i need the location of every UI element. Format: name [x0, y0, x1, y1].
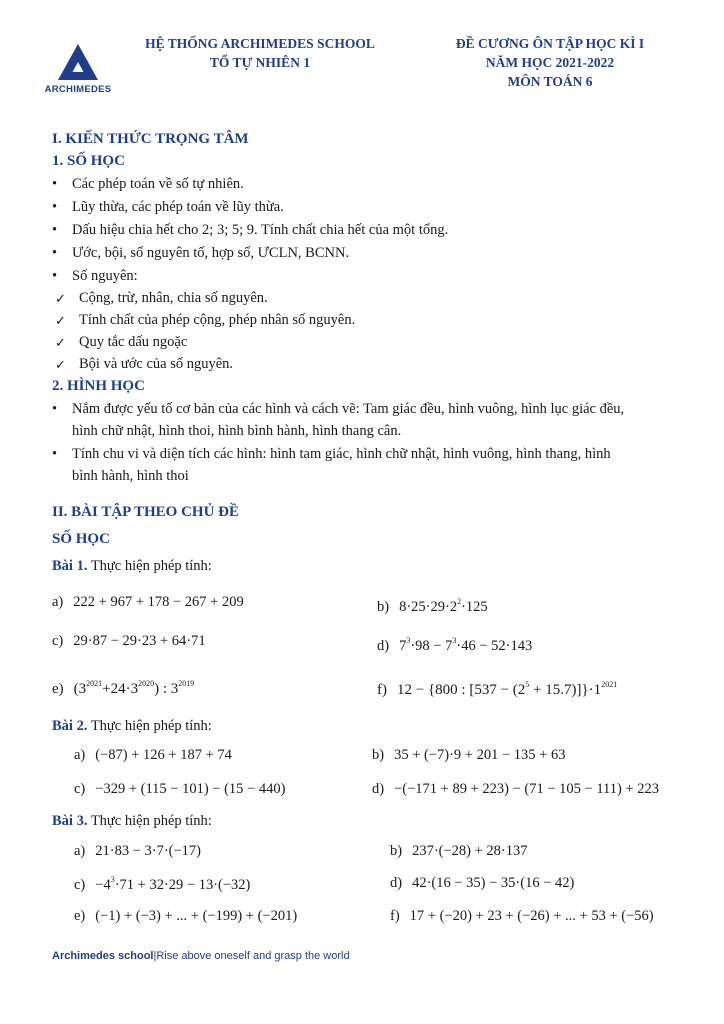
exercise-2-heading: [52, 718, 212, 735]
exercise-2c: c) −329 + (115 − 101) − (15 − 440): [74, 781, 286, 797]
exercise-1d: d) $7^3\cdot 98 - 7^3\cdot 46 - 52\cdot 143$: [377, 636, 533, 654]
checkmark-icon: ✓: [55, 313, 66, 328]
footer-school: Archimedes school: [52, 950, 154, 962]
exercise-1c: c) 29·87 − 29·23 + 64·71: [52, 633, 206, 649]
exercise-1-label: Bài 1.: [52, 558, 88, 574]
bullet-icon: •: [52, 176, 58, 192]
bullet-icon: •: [52, 446, 58, 462]
archimedes-logo: [38, 42, 118, 98]
checkmark-icon: ✓: [55, 291, 66, 306]
list-item: Nắm được yếu tố cơ bản của các hình và cách vẽ: Tam giác đều, hình vuông, hình lục giác đều,: [72, 401, 625, 417]
exercise-1b: b) $8\cdot 25\cdot 29\cdot 2^2\cdot 125$: [377, 597, 488, 615]
list-item-continuation: bình hành, hình thoi: [72, 468, 189, 484]
page-footer: [52, 950, 350, 962]
exercise-1-heading: [52, 558, 212, 575]
list-item: Tính chất của phép cộng, phép nhân số nguyên.: [79, 312, 356, 328]
section-title-exercises: II. BÀI TẬP THEO CHỦ ĐỀ: [52, 504, 239, 520]
header-school: [120, 34, 400, 72]
exercise-3a: a) 21·83 − 3·7·(−17): [74, 843, 202, 859]
list-item: Các phép toán về số tự nhiên.: [72, 176, 244, 192]
exercise-2b: b) 35 + (−7)·9 + 201 − 135 + 63: [372, 747, 566, 763]
exercise-2a: a) (−87) + 126 + 187 + 74: [74, 747, 232, 763]
logo-text: ARCHIMEDES: [44, 84, 112, 95]
exercise-3c: $c) -4^3\cdot 71 + 32\cdot 29 - 13\cdot(-32)$: [74, 875, 251, 893]
checkmark-icon: ✓: [55, 335, 66, 350]
exercise-1a: a) 222 + 967 + 178 − 267 + 209: [52, 594, 244, 610]
exercise-1f: f) 12 − {800 : $[537 - (2^5 + 15.7)]\}\cdot 1^{2021}$: [377, 680, 618, 698]
exercise-3e: e) (−1) + (−3) + ... + (−199) + (−201): [74, 908, 298, 924]
exercise-3d: d) 42·(16 − 35) − 35·(16 − 42): [390, 875, 575, 891]
list-item: Số nguyên:: [72, 268, 138, 284]
header-department: TỔ TỰ NHIÊN 1: [209, 55, 311, 70]
exercise-2d: d) −(−171 + 89 + 223) − (71 − 105 − 111) + 223: [372, 781, 660, 797]
list-item: Bội và ước của số nguyên.: [79, 356, 234, 372]
bullet-icon: •: [52, 245, 58, 261]
header-subject: MÔN TOÁN 6: [507, 74, 593, 89]
exercise-3-prompt: Thực hiện phép tính:: [90, 813, 212, 829]
exercise-3-label: Bài 3.: [52, 813, 88, 829]
list-item-continuation: hình chữ nhật, hình thoi, hình bình hành, hình thang cân.: [72, 423, 402, 439]
bullet-icon: •: [52, 222, 58, 238]
exercise-2-prompt: Thực hiện phép tính:: [90, 718, 212, 734]
exercise-3b: b) 237·(−28) + 28·137: [390, 843, 528, 859]
footer-slogan: |Rise above oneself and grasp the world: [153, 950, 350, 962]
list-item: Quy tắc dấu ngoặc: [79, 334, 188, 350]
exercise-3-heading: [52, 813, 212, 830]
header-school-year: NĂM HỌC 2021-2022: [485, 55, 615, 70]
list-item: Tính chu vi và diện tích các hình: hình tam giác, hình chữ nhật, hình vuông, hình thang, hình: [72, 446, 611, 462]
header-exam-title: ĐỀ CƯƠNG ÔN TẬP HỌC KÌ I: [455, 36, 645, 51]
logo-triangle-icon: [56, 42, 100, 82]
bullet-icon: •: [52, 268, 58, 284]
subsection-title-numbers: SỐ HỌC: [52, 531, 110, 547]
exercise-2-label: Bài 2.: [52, 718, 88, 734]
exercise-3f: f) 17 + (−20) + 23 + (−26) + ... + 53 + (−56): [390, 908, 654, 924]
header-school-name: HỆ THỐNG ARCHIMEDES SCHOOL: [145, 36, 375, 51]
list-item: Dấu hiệu chia hết cho 2; 3; 5; 9. Tính chất chia hết của một tổng.: [72, 222, 449, 238]
bullet-icon: •: [52, 199, 58, 215]
exercise-1-prompt: Thực hiện phép tính:: [90, 558, 212, 574]
section-title-knowledge: I. KIẾN THỨC TRỌNG TÂM: [52, 131, 249, 147]
list-item: Lũy thừa, các phép toán về lũy thừa.: [72, 199, 284, 215]
subsection-title-geometry: 2. HÌNH HỌC: [52, 378, 145, 394]
bullet-icon: •: [52, 401, 58, 417]
header-exam-info: [420, 34, 680, 91]
list-item: Cộng, trừ, nhân, chia số nguyên.: [79, 290, 268, 306]
checkmark-icon: ✓: [55, 357, 66, 372]
subsection-title-arithmetic: 1. SỐ HỌC: [52, 153, 125, 169]
exercise-1e: e) $(3^{2021}+24\cdot 3^{2020})$ : $3^{2019}$: [52, 679, 195, 697]
list-item: Ước, bội, số nguyên tố, hợp số, ƯCLN, BCNN.: [72, 245, 350, 261]
